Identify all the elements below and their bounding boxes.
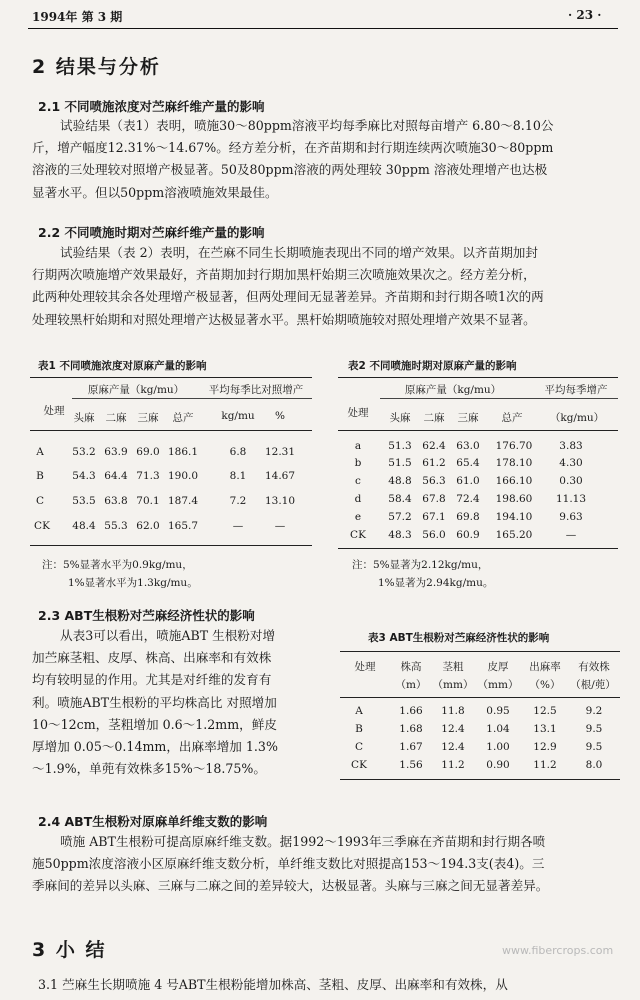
table-3-head: 处理 <box>354 661 376 673</box>
table-1-head-incr: 平均每季比对照增产 <box>208 384 304 396</box>
table-2-head-treat: 处理 <box>347 407 369 419</box>
table-1-sub: 三麻 <box>137 412 159 424</box>
table-2-sub: 二麻 <box>423 412 445 424</box>
table-3-unit: （m） <box>395 679 427 691</box>
section-2-4-heading: 2.4 ABT生根粉对原麻单纤维支数的影响 <box>38 814 268 829</box>
table-3-head: 茎粗 <box>442 661 464 673</box>
section-2-2-heading: 2.2 不同喷施时期对苎麻纤维产量的影响 <box>38 225 265 240</box>
table-1-caption: 表1 不同喷施浓度对原麻产量的影响 <box>38 360 207 372</box>
section-3-title: 3 小 结 <box>32 939 107 961</box>
table-3-head: 皮厚 <box>487 661 509 673</box>
table-3-head: 出麻率 <box>529 661 561 673</box>
table-1-notes: 注：5%显著水平为0.9kg/mu， 1%显著水平为1.3kg/mu。 <box>42 559 198 589</box>
section-2-3-heading: 2.3 ABT生根粉对苎麻经济性状的影响 <box>38 608 255 623</box>
section-2-2-text: 试验结果（表 2）表明，在苎麻不同生长期喷施表现出不同的增产效果。以齐苗期加封 行期两次喷施增产效果最好，齐苗期加封行期加黑杆始期三次喷施效果次之。经方差分析， 此两种处理较其余各处理增产极显著，但两处理间无显著差异。齐苗期和封行期各喷1次的两 处理较黑杆始期和对照处理增产达极显著水平。黑杆始期喷施较对照处理增产效果不显著。 <box>32 245 544 327</box>
section-2-3-text: 从表3可以看出，喷施ABT 生根粉对增 加苎麻茎粗、皮厚、株高、出麻率和有效株 均有较明显的作用。尤其是对纤维的发育有 利。喷施ABT生根粉的平均株高比 对照增加 10～12cm，茎粗增加 0.6～1.2mm，鲜皮 厚增加 0.05～0.14mm，出麻率增加 1.3% ～1.9%，单蔸有效株多15%～18.75%。 <box>32 628 278 777</box>
table-3-head: 株高 <box>400 661 422 673</box>
table-2-head-incr: 平均每季增产 <box>544 384 608 396</box>
page-number: · 23 · <box>568 8 602 22</box>
table-3-unit: （根/蔸） <box>570 679 616 691</box>
table-1-sub: kg/mu <box>221 410 255 422</box>
table-2-head-yield: 原麻产量（kg/mu） <box>404 384 502 396</box>
table-1-sub: % <box>275 410 285 422</box>
table-2-sub: 头麻 <box>389 412 411 424</box>
section-2-1-text: 试验结果（表1）表明，喷施30～80ppm溶液平均每季麻比对照每亩增产 6.80～8.10公 斤，增产幅度12.31%～14.67%。经方差分析，在齐苗期和封行期连续两次喷施30～80ppm 溶液的三处理较对照增产极显著。50及80ppm溶液的两处理较 30ppm 溶液处理增产也达极 显著水平。但以50ppm溶液喷施效果最佳。 <box>32 118 554 200</box>
section-2-4-text: 喷施 ABT生根粉可提高原麻纤维支数。据1992～1993年三季麻在齐苗期和封行期各喷 施50ppm浓度溶液小区原麻纤维支数分析，单纤维支数比对照提高153～194.3支(表4)。三 季麻间的差异以头麻、三麻与二麻之间的差异较大，达极显著。头麻与三麻之间无显著差异。 <box>32 834 549 894</box>
table-2-sub: （kg/mu） <box>549 412 605 424</box>
table-1-sub: 二麻 <box>105 412 127 424</box>
section-2-title: 2 结果与分析 <box>32 56 161 78</box>
header-rule <box>28 28 618 29</box>
table-1-sub: 头麻 <box>73 412 95 424</box>
table-3-unit: （mm） <box>477 679 519 691</box>
section-2-1-heading: 2.1 不同喷施浓度对苎麻纤维产量的影响 <box>38 99 265 114</box>
section-3-1-text: 3.1 苎麻生长期喷施 4 号ABT生根粉能增加株高、茎粗、皮厚、出麻率和有效株，从 <box>38 977 508 992</box>
table-3-unit: （mm） <box>432 679 474 691</box>
table-2-caption: 表2 不同喷施时期对原麻产量的影响 <box>348 360 517 372</box>
table-3-unit: （%） <box>529 679 561 691</box>
table-2-sub: 三麻 <box>457 412 479 424</box>
table-1-sub: 总产 <box>172 412 194 424</box>
table-3-head: 有效株 <box>578 661 610 673</box>
table-2-sub: 总产 <box>501 412 523 424</box>
watermark: www.fibercrops.com <box>502 944 614 957</box>
table-1-head-treat: 处理 <box>43 405 65 417</box>
journal-issue: 1994年 第 3 期 <box>32 10 123 24</box>
table-2-notes: 注：5%显著为2.12kg/mu， 1%显著为2.94kg/mu。 <box>352 559 494 589</box>
table-1-head-yield: 原麻产量（kg/mu） <box>87 384 185 396</box>
table-3-caption: 表3 ABT生根粉对苎麻经济性状的影响 <box>368 632 550 644</box>
